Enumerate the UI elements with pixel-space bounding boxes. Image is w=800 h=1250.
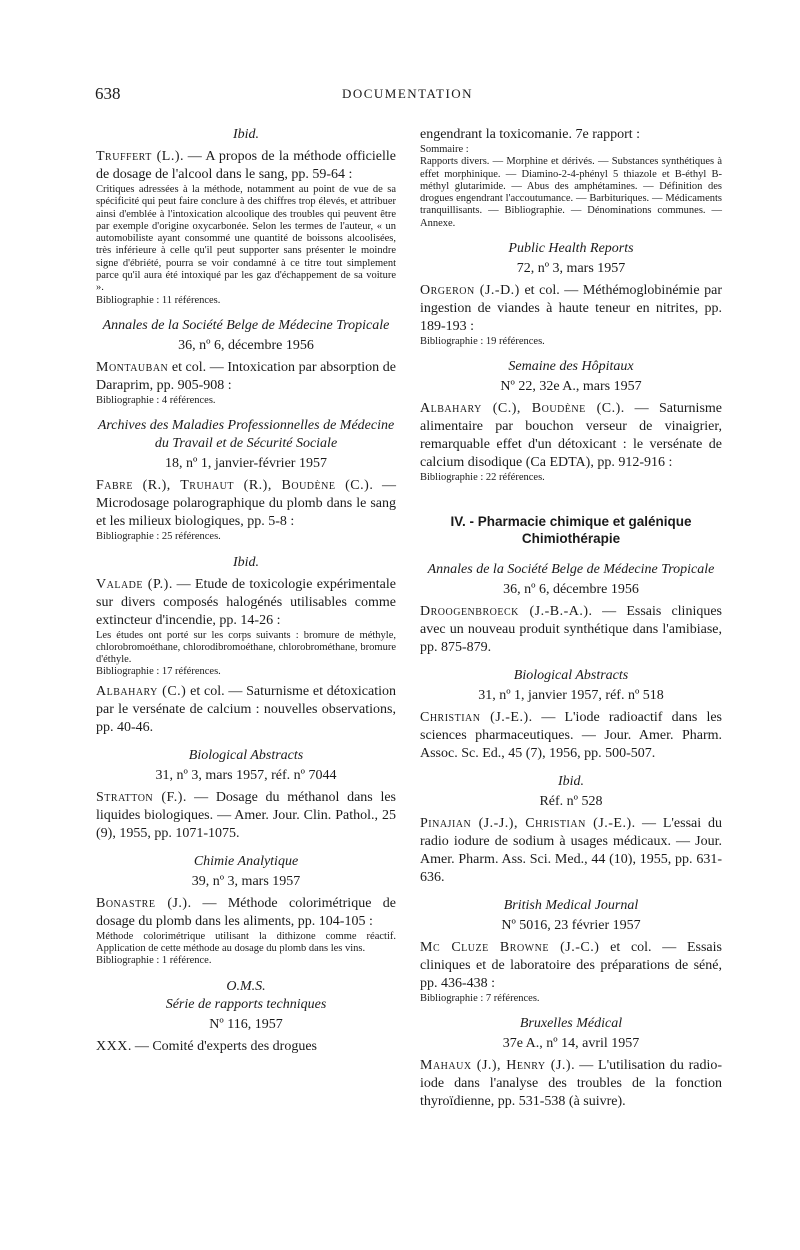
note: Bibliographie : 4 références. [96, 394, 216, 406]
author-name: XXX [96, 1038, 128, 1054]
journal-title: Biological Abstracts [513, 667, 629, 683]
note: Critiques adressées à la méthode, notamment au point de vue de sa spécificité qui peut faire conclure à des chiffres trop élevés, et attribuer ainsi d'emblée à l'intoxication alcoolique des troubles qui peuvent être par exemple d'origine oxycarbonée. Selon les termes de l'auteur, « un automobiliste ayant consommé une quantité de boissons alcoolisées, très inférieure à celle qu'il peut supporter sans présenter le moindre signe d'ébriété, pourra se voir condamné à ce titre tout simplement parce qu'il aura été intoxiqué par les gaz d'échappement de sa voiture ». [96, 184, 396, 294]
reference-entry [96, 683, 396, 737]
author-name: Droogenbroeck (J.-B.-A.) [420, 603, 589, 619]
continuation-text: engendrant la toxicomanie. 7e rapport : [420, 127, 641, 142]
author-name: Christian (J.-E.) [420, 709, 529, 725]
issue-line: Réf. nº 528 [539, 793, 603, 809]
issue-line: Nº 116, 1957 [209, 1016, 283, 1032]
author-name: Albahary (C.) [96, 683, 187, 699]
journal-block [420, 773, 722, 887]
author-name: Montauban [96, 359, 169, 375]
issue-line: 36, nº 6, décembre 1956 [503, 581, 639, 597]
author-name: Albahary (C.), Boudène (C.) [420, 401, 621, 417]
journal-title: Ibid. [232, 127, 260, 142]
journal-block [96, 417, 396, 543]
reference-entry [420, 709, 722, 763]
section-title: IV. - Pharmacie chimique et galénique [450, 513, 692, 529]
reference-text: . — Saturnisme alimentaire par bouchon verseur de vinaigrier, remarquable effet d'un détoxicant : le versénate de calcium disodique (Ca EDTA), pp. 912-916 : [420, 401, 722, 471]
page-header [95, 84, 720, 108]
journal-block [96, 853, 396, 968]
journal-title: Bruxelles Médical [519, 1015, 623, 1031]
note: Bibliographie : 7 références. [420, 992, 540, 1004]
note: Méthode colorimétrique utilisant la dithizone comme réactif. Application de cette méthode au dosage du plomb dans les vins. [96, 930, 396, 955]
journal-title: Biological Abstracts [188, 747, 304, 763]
note: Bibliographie : 25 références. [96, 531, 221, 543]
reference-text: et col. — Intoxication par absorption de Daraprim, pp. 905-908 : [96, 359, 396, 393]
author-name: Fabre (R.), Truhaut (R.), Boudène (C.) [96, 478, 370, 494]
author-name: Orgeron (J.-D.) [420, 283, 520, 299]
journal-block [96, 126, 396, 307]
reference-entry [96, 477, 396, 531]
note: Rapports divers. — Morphine et dérivés. — Substances synthétiques à effet morphinique. — Diamino-2-4-phényl 5 thiazole et B-éthyl B-méthyl glutarimide. — Abus des amphétamines. — Définition des drogues engendrant l'accoutumance. — Barbituriques. — Médicaments tranquillisants. — Bibliographie. — Dénominations communes. — Annexe. [420, 156, 722, 229]
page-number: 638 [95, 84, 121, 103]
reference-text: et col. — Méthémoglobinémie par ingestion de viandes à haute teneur en nitrites, pp. 189-193 : [420, 283, 722, 335]
reference-text: et col. — Saturnisme et détoxication par le versénate de calcium : nouvelles observations, pp. 40-46. [96, 683, 396, 735]
issue-line: Nº 5016, 23 février 1957 [501, 917, 641, 933]
author-name: Truffert (L.) [96, 149, 181, 164]
journal-title: Archives des Maladies Professionnelles de Médecine du Travail et de Sécurité Sociale [97, 418, 395, 452]
journal-title: Annales de la Société Belge de Médecine Tropicale [102, 317, 390, 333]
reference-text: . — A propos de la méthode officielle de dosage de l'alcool dans le sang, pp. 59-64 : [96, 149, 396, 182]
reference-entry [96, 1038, 396, 1056]
reference-text: . — Essais cliniques avec un nouveau produit synthétique dans l'amibiase, pp. 875-879. [420, 603, 722, 655]
right-column [420, 126, 722, 1111]
reference-entry [96, 359, 396, 395]
issue-line: 31, nº 3, mars 1957, réf. nº 7044 [155, 767, 337, 783]
author-name: Pinajian (J.-J.), Christian (J.-E.) [420, 815, 632, 831]
issue-line: 39, nº 3, mars 1957 [191, 873, 301, 889]
journal-block [96, 978, 396, 1056]
left-column [96, 126, 396, 1056]
journal-block [96, 747, 396, 843]
journal-title: Ibid. [232, 554, 260, 570]
reference-text: . — Etude de toxicologie expérimentale sur divers composés halogénés utilisables comme extincteur d'incendie, pp. 14-26 : [96, 576, 396, 628]
reference-entry [96, 789, 396, 843]
journal-title: Chimie Analytique [193, 853, 299, 869]
right-section-pharmacy [420, 561, 722, 1111]
reference-entry [96, 895, 396, 931]
reference-text: . — Microdosage polarographique du plomb dans le sang et les milieux biologiques, pp. 5-8 : [96, 478, 397, 530]
author-name: Valade (P.) [96, 576, 169, 592]
note: Bibliographie : 11 références. [96, 294, 221, 306]
issue-line: 37e A., nº 14, avril 1957 [502, 1035, 640, 1051]
journal-block [420, 240, 722, 348]
journal-block [420, 561, 722, 657]
issue-line: 18, nº 1, janvier-février 1957 [165, 456, 327, 472]
journal-block [96, 554, 396, 737]
note: Bibliographie : 1 référence. [96, 955, 212, 967]
note: Bibliographie : 17 références. [96, 666, 221, 678]
running-head: DOCUMENTATION [341, 86, 474, 101]
right-section-toxicology [420, 240, 722, 485]
journal-title: Annales de la Société Belge de Médecine Tropicale [427, 561, 715, 577]
note: Bibliographie : 22 références. [420, 472, 545, 484]
note: Sommaire : [420, 144, 469, 155]
journal-title: Public Health Reports [508, 241, 634, 257]
journal-title: British Medical Journal [503, 897, 639, 913]
series-title: Série de rapports techniques [165, 996, 327, 1012]
author-name: Bonastre (J.) [96, 895, 188, 911]
journal-block [420, 897, 722, 1005]
reference-entry [420, 1057, 722, 1111]
reference-text: . — Comité d'experts des drogues [127, 1038, 318, 1054]
issue-line: 31, nº 1, janvier 1957, réf. nº 518 [478, 687, 664, 703]
reference-entry [420, 282, 722, 336]
journal-title: O.M.S. [226, 978, 266, 994]
author-name: Stratton (F.) [96, 789, 183, 805]
journal-title: Ibid. [557, 773, 585, 789]
reference-text: . — L'iode radioactif dans les sciences pharmaceutiques. — Jour. Amer. Pharm. Assoc. Sc. Ed., 45 (7), 1956, pp. 500-507. [420, 709, 722, 761]
note: Bibliographie : 19 références. [420, 336, 545, 348]
issue-line: 36, nº 6, décembre 1956 [178, 337, 314, 353]
reference-text: . — L'essai du radio iodure de sodium à usages médicaux. — Jour. Amer. Pharm. Ass. Sci. Med., 44 (10), 1955, pp. 631-636. [420, 815, 722, 885]
issue-line: 72, nº 3, mars 1957 [516, 261, 626, 277]
reference-entry [420, 815, 722, 887]
journal-title: Semaine des Hôpitaux [508, 359, 634, 375]
reference-entry [420, 603, 722, 657]
reference-entry [96, 148, 396, 184]
journal-block [96, 317, 396, 407]
author-name: Mahaux (J.), Henry (J.) [420, 1057, 572, 1073]
reference-entry [420, 939, 722, 993]
reference-entry [420, 400, 722, 472]
journal-block [420, 1015, 722, 1111]
reference-text: . — L'utilisation du radio-iode dans l'analyse des troubles de la fonction thyroïdienne, pp. 531-538 (à suivre). [420, 1057, 722, 1109]
journal-block [420, 358, 722, 484]
reference-text: . — Méthode colorimétrique de dosage du plomb dans les aliments, pp. 104-105 : [96, 895, 396, 929]
reference-text: . — Dosage du méthanol dans les liquides biologiques. — Amer. Jour. Clin. Pathol., 25 (9), 1955, pp. 1071-1075. [96, 789, 396, 841]
issue-line: Nº 22, 32e A., mars 1957 [500, 379, 642, 395]
reference-text: et col. — Essais cliniques et de laboratoire des préparations de séné, pp. 436-438 : [420, 939, 722, 991]
author-name: Mc Cluze Browne (J.-C.) [420, 939, 600, 955]
note: Les études ont porté sur les corps suivants : bromure de méthyle, chlorobromoéthane, chlorodibromoéthane, chlorobrométhane, bromure d'éthyle. [96, 629, 396, 666]
reference-entry [96, 576, 396, 630]
section-subtitle: Chimiothérapie [521, 530, 621, 546]
journal-block [420, 667, 722, 763]
